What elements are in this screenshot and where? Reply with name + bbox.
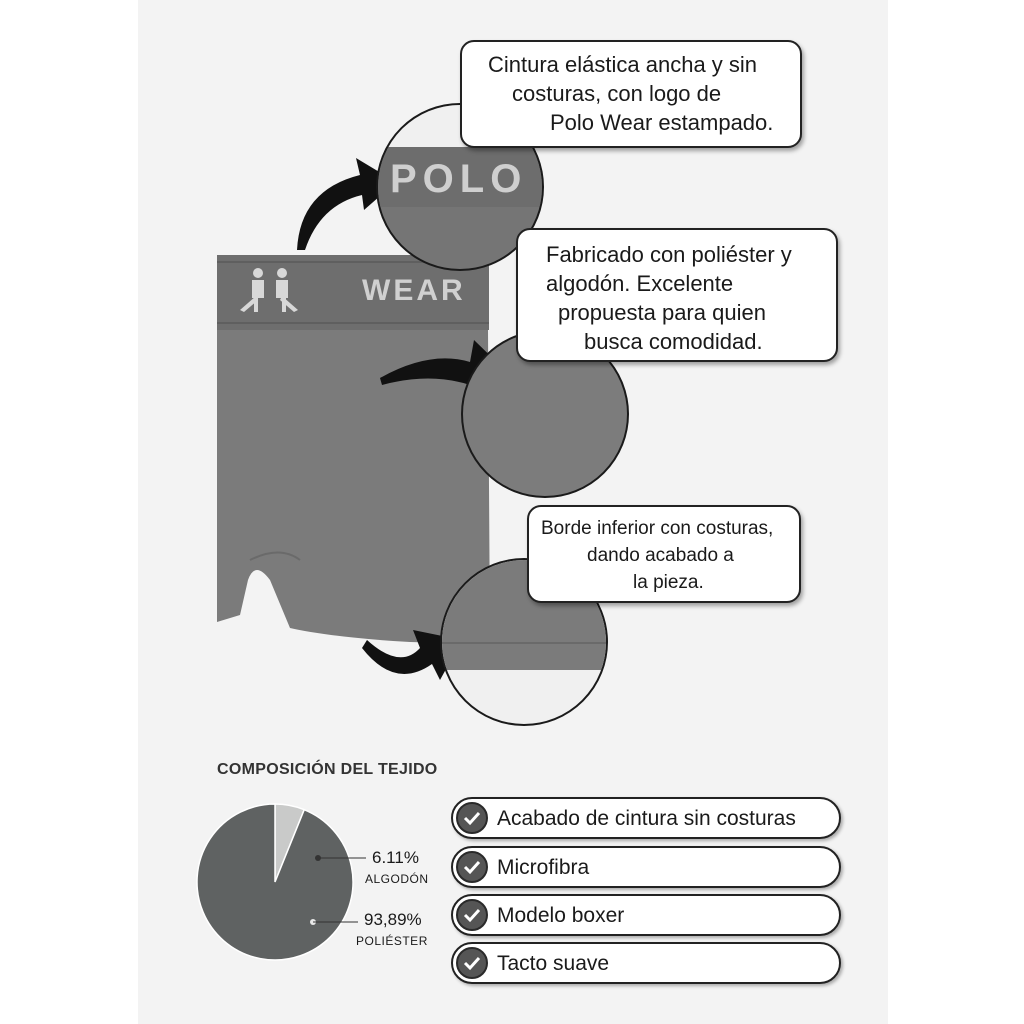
check-circle-icon bbox=[456, 899, 488, 931]
feature-item bbox=[451, 846, 841, 888]
check-circle-icon bbox=[456, 947, 488, 979]
callout-fabric-line: Fabricado con poliéster y bbox=[546, 242, 792, 267]
pie-slice-label: POLIÉSTER bbox=[356, 934, 428, 948]
pie-slice-label: ALGODÓN bbox=[365, 872, 429, 886]
composition-title: COMPOSICIÓN DEL TEJIDO bbox=[217, 761, 438, 778]
callout-fabric-line: busca comodidad. bbox=[584, 329, 763, 354]
pie-value-label: 93,89% bbox=[364, 910, 422, 929]
feature-label: Tacto suave bbox=[497, 952, 610, 975]
pie-slice-poliéster bbox=[197, 804, 353, 960]
callout-waistband-line: Polo Wear estampado. bbox=[550, 110, 774, 135]
feature-item bbox=[451, 894, 841, 936]
zoom-brand-text: POLO bbox=[390, 157, 528, 201]
callout-waistband-line: Cintura elástica ancha y sin bbox=[488, 52, 758, 77]
check-circle-icon bbox=[456, 851, 488, 883]
callout-fabric bbox=[516, 228, 838, 362]
check-circle-icon bbox=[456, 802, 488, 834]
callout-fabric-line: propuesta para quien bbox=[558, 300, 766, 325]
callout-hem bbox=[527, 505, 801, 603]
feature-label: Modelo boxer bbox=[497, 904, 625, 927]
waistband-brand-text: WEAR bbox=[362, 274, 466, 307]
composition-pie-chart bbox=[195, 802, 355, 962]
pie-value-label: 6.11% bbox=[372, 848, 419, 867]
callout-hem-line: dando acabado a bbox=[587, 545, 734, 566]
callout-hem-line: Borde inferior con costuras, bbox=[541, 518, 774, 539]
feature-label: Acabado de cintura sin costuras bbox=[497, 807, 796, 830]
feature-item bbox=[451, 942, 841, 984]
callout-fabric-line: algodón. Excelente bbox=[546, 271, 734, 296]
callout-waistband-line: costuras, con logo de bbox=[512, 81, 722, 106]
feature-label: Microfibra bbox=[497, 856, 590, 879]
callout-hem-line: la pieza. bbox=[633, 572, 704, 593]
callout-waistband bbox=[460, 40, 802, 148]
feature-item bbox=[451, 797, 841, 839]
